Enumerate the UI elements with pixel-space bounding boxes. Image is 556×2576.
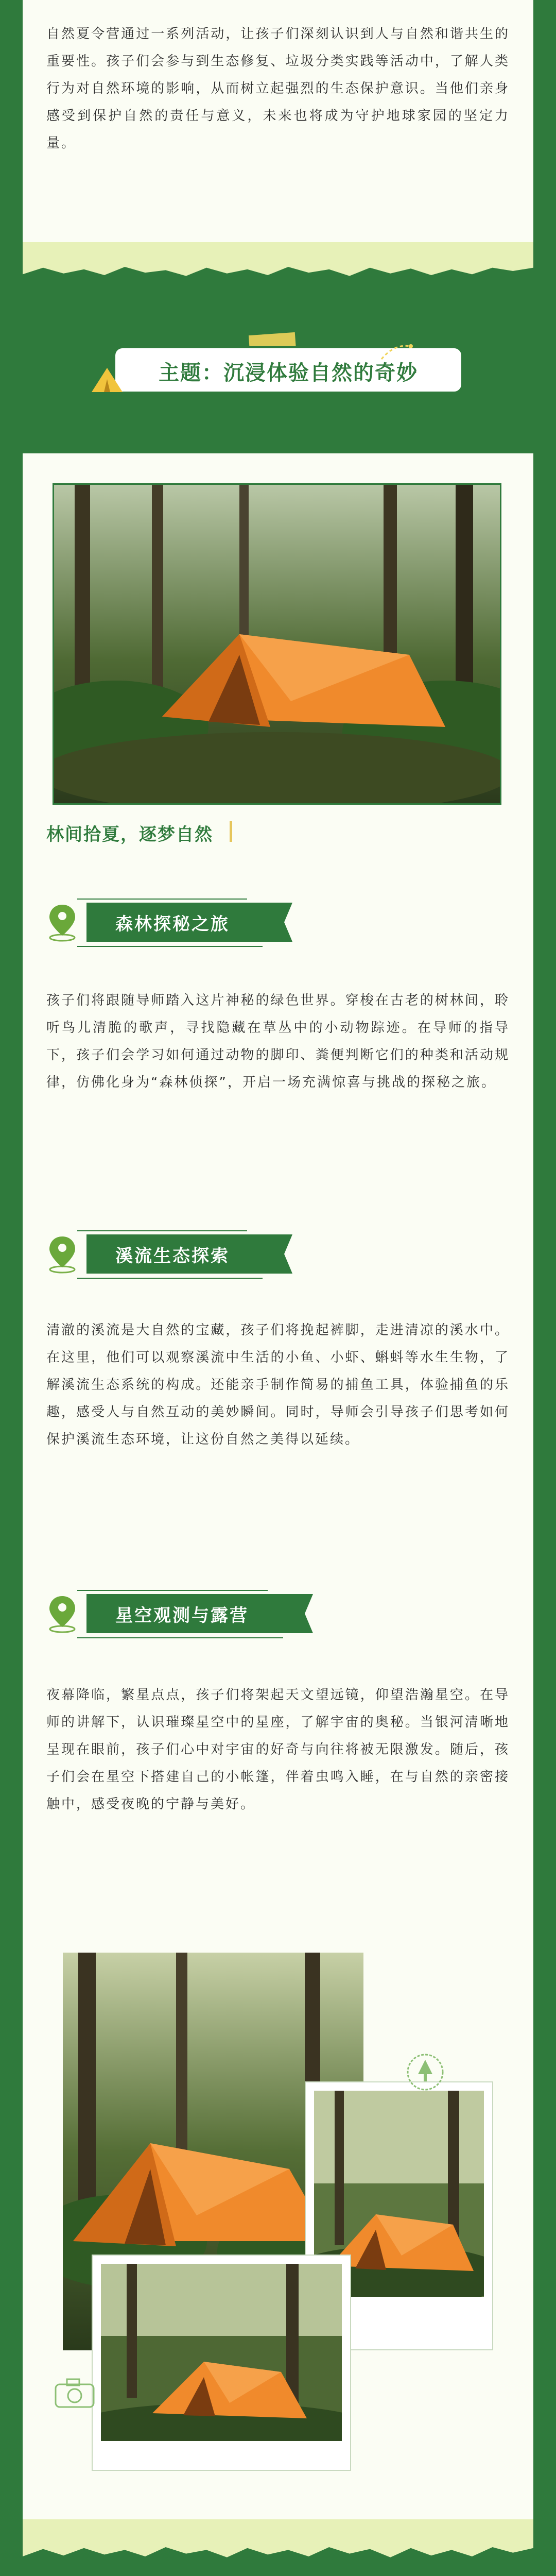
heading-tab-tail (272, 1234, 292, 1274)
section-heading-text: 森林探秘之旅 (115, 913, 230, 935)
section-paragraph-stars: 夜幕降临，繁星点点，孩子们将架起天文望远镜，仰望浩瀚星空。在导师的讲解下，认识璀璨星空中的星座，了解宇宙的奥秘。当银河清晰地呈现在眼前，孩子们心中对宇宙的好奇与向往将被无限激发。随后，孩子们会在星空下搭建自己的小帐篷，伴着虫鸣入睡，在与自然的亲密接触中，感受夜晚的宁静与美好。 (46, 1687, 510, 1812)
heading-rule (77, 1590, 268, 1591)
location-pin-icon (46, 1233, 78, 1274)
heading-rule (77, 946, 263, 947)
camera-icon (51, 2375, 98, 2411)
section-heading-tab (86, 1234, 272, 1274)
section-paragraph-forest: 孩子们将跟随导师踏入这片神秘的绿色世界。穿梭在古老的树林间，聆听鸟儿清脆的歌声，寻找隐藏在草丛中的小动物踪迹。在导师的指导下，孩子们会学习如何通过动物的脚印、粪便判断它们的种类和活动规律，仿佛化身为“森林侦探”，开启一场充满惊喜与挑战的探秘之旅。 (46, 993, 510, 1090)
hero-tent-photo (53, 483, 501, 805)
section-heading-stream (46, 1226, 319, 1279)
theme-card-torn-edge (23, 2519, 533, 2566)
heading-rule (77, 1230, 247, 1231)
heading-tab-tail (292, 1594, 313, 1633)
heading-rule (77, 899, 247, 900)
section-heading-tab (86, 903, 272, 942)
location-pin-icon (46, 902, 78, 942)
sparkle-icon (379, 341, 415, 362)
intro-card-torn-edge (23, 242, 533, 283)
section-heading-text: 星空观测与露营 (115, 1605, 249, 1626)
intro-paragraph: 自然夏令营通过一系列活动，让孩子们深刻认识到人与自然和谐共生的重要性。孩子们会参与到生态修复、垃圾分类实践等活动中，了解人类行为对自然环境的影响，从而树立起强烈的生态保护意识。当他们亲身感受到保护自然的责任与意义，未来也将成为守护地球家园的坚定力量。 (46, 26, 510, 151)
theme-banner-title: 主题：沉浸体验自然的奇妙 (159, 361, 418, 385)
tent-icon (86, 364, 128, 395)
heading-tab-tail (272, 903, 292, 942)
section-heading-forest (46, 894, 319, 947)
caption-accent-bar (230, 821, 232, 842)
collage-photo-bottom (101, 2264, 342, 2441)
heading-rule (77, 1278, 263, 1279)
location-pin-icon (46, 1593, 78, 1633)
section-paragraph-stream: 清澈的溪流是大自然的宝藏，孩子们将挽起裤脚，走进清凉的溪水中。在这里，他们可以观察溪流中生活的小鱼、小虾、蝌蚪等水生生物，了解溪流生态系统的构成。还能亲手制作简易的捕鱼工具，体验捕鱼的乐趣，感受人与自然互动的美妙瞬间。同时，导师会引导孩子们思考如何保护溪流生态环境，让这份自然之美得以延续。 (46, 1323, 510, 1447)
hero-caption: 林间拾夏，逐梦自然 (46, 824, 213, 845)
section-heading-text: 溪流生态探索 (115, 1245, 230, 1266)
section-heading-tab (86, 1594, 292, 1633)
postage-stamp-icon (405, 2052, 446, 2093)
section-heading-stars (46, 1586, 335, 1638)
heading-rule (77, 1637, 283, 1638)
